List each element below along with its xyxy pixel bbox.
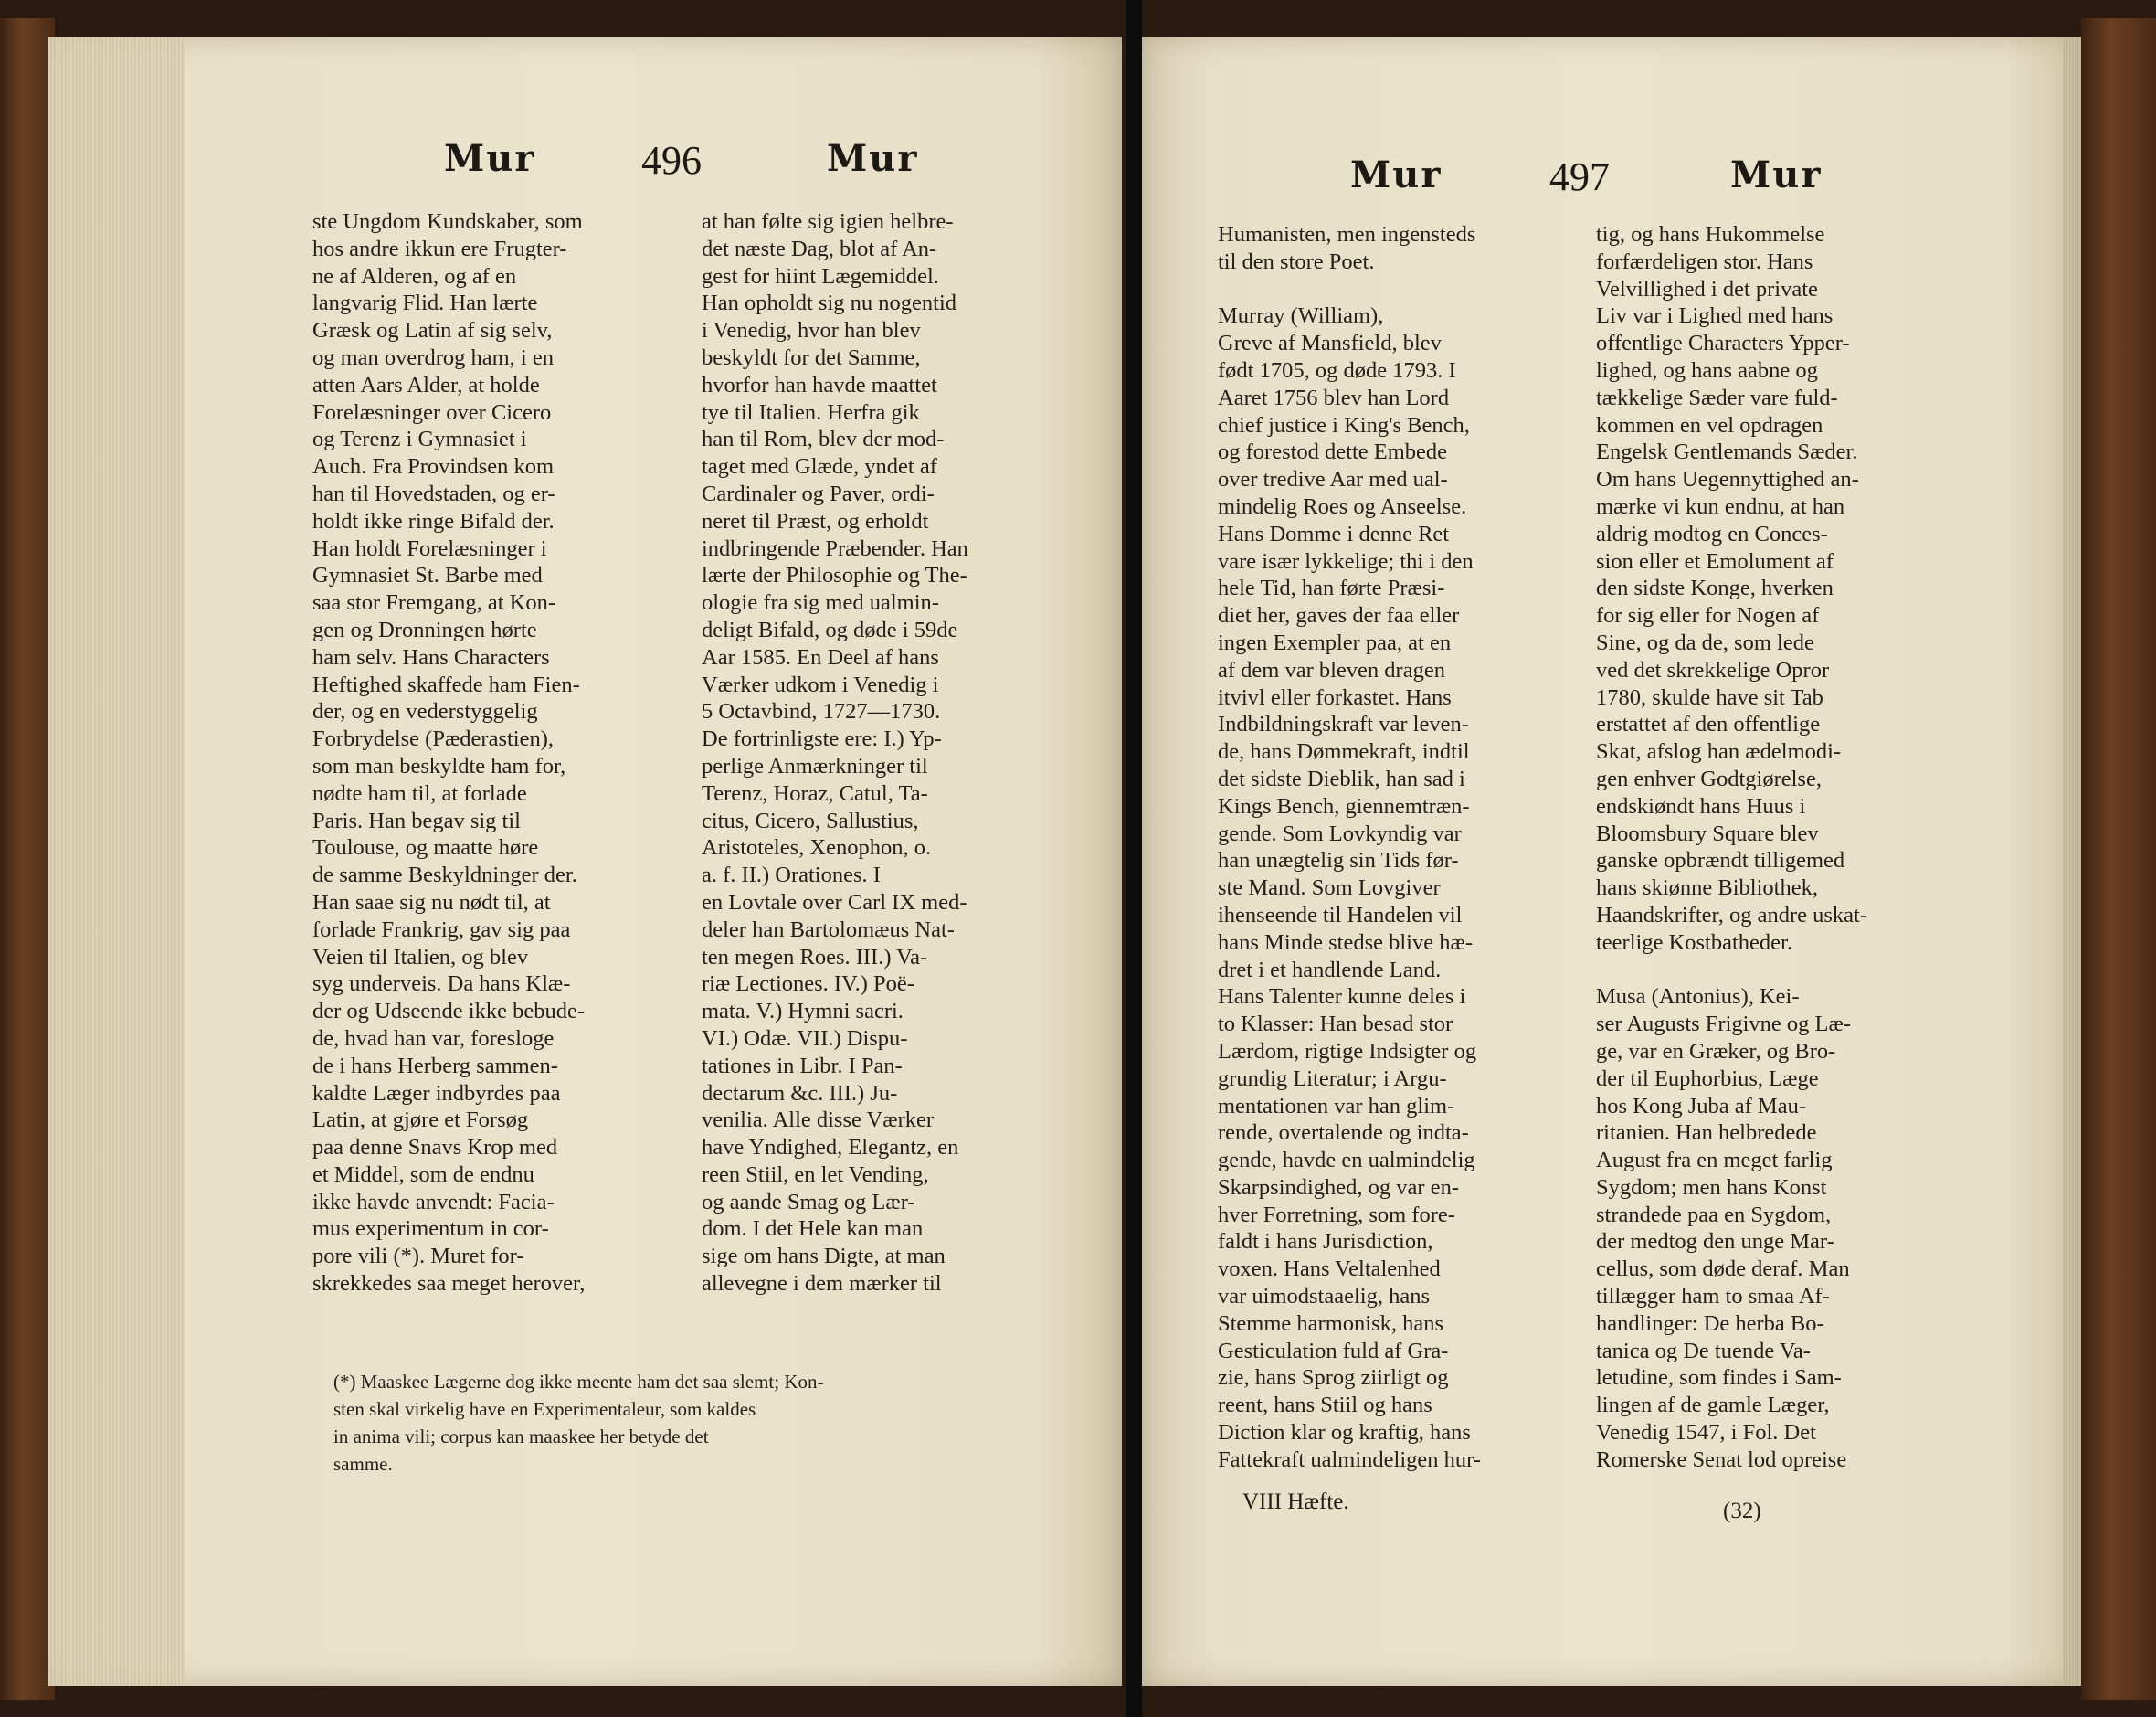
text-line: Velvillighed i det private	[1596, 276, 1818, 302]
text-line: reent, hans Stiil og hans	[1218, 1393, 1432, 1418]
text-line: riæ Lectiones. IV.) Poë-	[702, 971, 914, 997]
text-line: gende. Som Lovkyndig var	[1218, 821, 1462, 846]
text-line: Gymnasiet St. Barbe med	[312, 563, 543, 588]
text-line: aldrig modtog en Conces-	[1596, 521, 1828, 546]
text-line: over tredive Aar med ual-	[1218, 467, 1448, 493]
text-line: Cardinaler og Paver, ordi-	[702, 481, 935, 506]
text-line: faldt i hans Jurisdiction,	[1218, 1229, 1433, 1255]
text-line: langvarig Flid. Han lærte	[312, 291, 538, 316]
text-line: Stemme harmonisk, hans	[1218, 1310, 1444, 1336]
text-line: mus experimentum in cor-	[312, 1216, 549, 1242]
signature-number: (32)	[1723, 1499, 1761, 1523]
right-column-1	[1218, 221, 1583, 1474]
text-line: lighed, og hans aabne og	[1596, 357, 1818, 383]
text-line: taget med Glæde, yndet af	[702, 454, 937, 480]
text-line: dom. I det Hele kan man	[702, 1216, 924, 1242]
text-line: Forelæsninger over Cicero	[312, 399, 552, 425]
text-line: de, hans Dømmekraft, indtil	[1218, 739, 1470, 765]
text-line: (*) Maaskee Lægerne dog ikke meente ham det saa slemt; Kon-	[333, 1371, 824, 1393]
text-line: ikke havde anvendt: Facia-	[312, 1189, 555, 1214]
text-line: Terenz, Horaz, Catul, Ta-	[702, 780, 928, 806]
text-line: til den store Poet.	[1218, 249, 1375, 274]
text-line: rende, overtalende og indta-	[1218, 1120, 1469, 1146]
text-line: Bloomsbury Square blev	[1596, 821, 1819, 846]
text-line: pore vili (*). Muret for-	[312, 1244, 524, 1269]
text-line: kaldte Læger indbyrdes paa	[312, 1080, 561, 1106]
text-line: sige om hans Digte, at man	[702, 1244, 946, 1269]
text-line: gen enhver Godtgiørelse,	[1596, 766, 1822, 791]
text-line: hvorfor han havde maattet	[702, 372, 937, 397]
text-line: zie, hans Sprog ziirligt og	[1218, 1365, 1449, 1391]
text-line: Skarpsindighed, og var en-	[1218, 1174, 1459, 1200]
right-cover-edge	[2081, 18, 2156, 1700]
text-line: det næste Dag, blot af An-	[702, 236, 937, 261]
left-cover-edge	[0, 18, 55, 1700]
left-page-stack	[48, 37, 185, 1686]
text-line: citus, Cicero, Sallustius,	[702, 808, 919, 833]
text-line: var uimodstaaelig, hans	[1218, 1284, 1431, 1309]
text-line: Musa (Antonius), Kei-	[1596, 984, 1800, 1010]
text-line: Toulouse, og maatte høre	[312, 835, 539, 861]
text-line: tanica og De tuende Va-	[1596, 1338, 1811, 1363]
right-page-number: 497	[1549, 154, 1610, 199]
text-line: Heftighed skaffede ham Fien-	[312, 672, 580, 697]
text-line: Murray (William),	[1218, 303, 1384, 329]
text-line: han til Rom, blev der mod-	[702, 427, 945, 452]
text-line: a. f. II.) Orationes. I	[702, 863, 881, 888]
text-line: Liv var i Lighed med hans	[1596, 303, 1834, 329]
text-line: teerlige Kostbatheder.	[1596, 929, 1792, 955]
text-line: erstattet af den offentlige	[1596, 712, 1821, 737]
text-line: en Lovtale over Carl IX med-	[702, 889, 967, 915]
text-line: ologie fra sig med ualmin-	[702, 590, 939, 616]
text-line: Engelsk Gentlemands Sæder.	[1596, 440, 1858, 465]
text-line: Latin, at gjøre et Forsøg	[312, 1108, 529, 1133]
text-line: voxen. Hans Veltalenhed	[1218, 1256, 1441, 1282]
text-line: et Middel, som de endnu	[312, 1161, 534, 1187]
text-line: ser Augusts Frigivne og Læ-	[1596, 1012, 1852, 1037]
text-line: dret i et handlende Land.	[1218, 957, 1442, 982]
text-line: og aande Smag og Lær-	[702, 1189, 915, 1214]
text-line: kommen en vel opdragen	[1596, 412, 1823, 438]
text-line: in anima vili; corpus kan maaskee her betyde det	[333, 1426, 709, 1447]
text-line	[1596, 957, 1961, 984]
left-header-right: Mur	[827, 137, 919, 180]
text-line: født 1705, og døde 1793. I	[1218, 357, 1456, 383]
text-line: han unægtelig sin Tids før-	[1218, 848, 1459, 874]
text-line: som man beskyldte ham for,	[312, 753, 566, 779]
text-line: Venedig 1547, i Fol. Det	[1596, 1420, 1816, 1446]
text-line: tationes in Libr. I Pan-	[702, 1053, 903, 1078]
text-line: Om hans Uegennyttighed an-	[1596, 467, 1859, 493]
text-line: Skat, afslog han ædelmodi-	[1596, 739, 1842, 765]
text-line: hans skiønne Bibliothek,	[1596, 875, 1818, 901]
text-line: og Terenz i Gymnasiet i	[312, 427, 527, 452]
left-column-2	[702, 208, 1049, 1298]
text-line: dectarum &c. III.) Ju-	[702, 1080, 898, 1106]
text-line: Hans Domme i denne Ret	[1218, 521, 1450, 546]
text-line: venilia. Alle disse Værker	[702, 1108, 935, 1133]
text-line: gest for hiint Lægemiddel.	[702, 263, 939, 289]
text-line: for sig eller for Nogen af	[1596, 603, 1820, 629]
text-line: Humanisten, men ingensteds	[1218, 222, 1476, 247]
text-line: ste Mand. Som Lovgiver	[1218, 875, 1441, 901]
text-line: mentationen var han glim-	[1218, 1093, 1455, 1118]
text-line: allevegne i dem mærker til	[702, 1271, 942, 1297]
text-line: Gesticulation fuld af Gra-	[1218, 1338, 1449, 1363]
text-line: og forestod dette Embede	[1218, 440, 1448, 465]
text-line: hos Kong Juba af Mau-	[1596, 1093, 1806, 1118]
text-line: deligt Bifald, og døde i 59de	[702, 617, 958, 642]
text-line: gende, havde en ualmindelig	[1218, 1148, 1475, 1173]
text-line: hos andre ikkun ere Frugter-	[312, 236, 567, 261]
text-line: gen og Dronningen hørte	[312, 617, 537, 642]
text-line: han til Hovedstaden, og er-	[312, 481, 555, 506]
text-line: strandede paa en Sygdom,	[1596, 1202, 1832, 1227]
text-line: de, hvad han var, foresloge	[312, 1025, 555, 1051]
text-line: ste Ungdom Kundskaber, som	[312, 209, 583, 234]
text-line	[1218, 276, 1583, 303]
text-line: Indbildningskraft var leven-	[1218, 712, 1469, 737]
text-line: ved det skrekkelige Opror	[1596, 657, 1830, 683]
right-page-stack	[2063, 37, 2081, 1686]
signature-mark: VIII Hæfte.	[1242, 1489, 1349, 1514]
text-line: skrekkedes saa meget herover,	[312, 1271, 586, 1297]
text-line: Sygdom; men hans Konst	[1596, 1174, 1827, 1200]
text-line: hver Forretning, som fore-	[1218, 1202, 1455, 1227]
text-line: ihenseende til Handelen vil	[1218, 902, 1463, 927]
text-line: mærke vi kun endnu, at han	[1596, 493, 1845, 519]
text-line: mata. V.) Hymni sacri.	[702, 999, 904, 1024]
text-line: ten megen Roes. III.) Va-	[702, 944, 928, 970]
text-line: og man overdrog ham, i en	[312, 344, 554, 370]
text-line: have Yndighed, Elegantz, en	[702, 1135, 959, 1161]
text-line: De fortrinligste ere: I.) Yp-	[702, 726, 942, 752]
right-header-left: Mur	[1350, 154, 1443, 196]
text-line: atten Aars Alder, at holde	[312, 372, 540, 397]
text-line: neret til Præst, og erholdt	[702, 508, 929, 534]
text-line: to Klasser: Han besad stor	[1218, 1012, 1453, 1037]
text-line: handlinger: De herba Bo-	[1596, 1310, 1824, 1336]
text-line: sten skal virkelig have en Experimentaleur, som kaldes	[333, 1398, 756, 1420]
text-line: tækkelige Sæder vare fuld-	[1596, 385, 1838, 410]
text-line: der, og en vederstyggelig	[312, 699, 538, 725]
text-line: Forbrydelse (Pæderastien),	[312, 726, 554, 752]
text-line: paa denne Snavs Krop med	[312, 1135, 558, 1161]
text-line: der til Euphorbius, Læge	[1596, 1065, 1819, 1091]
text-line: der medtog den unge Mar-	[1596, 1229, 1834, 1255]
text-line: i Venedig, hvor han blev	[702, 318, 921, 344]
text-line: der og Udseende ikke bebude-	[312, 999, 585, 1024]
left-page-number: 496	[641, 138, 702, 183]
text-line: Værker udkom i Venedig i	[702, 672, 939, 697]
text-line: Paris. Han begav sig til	[312, 808, 521, 833]
text-line: Veien til Italien, og blev	[312, 944, 529, 970]
text-line: det sidste Dieblik, han sad i	[1218, 766, 1465, 791]
text-line: hans Minde stedse blive hæ-	[1218, 929, 1473, 955]
text-line: ingen Exempler paa, at en	[1218, 630, 1452, 655]
text-line: Haandskrifter, og andre uskat-	[1596, 902, 1867, 927]
text-line: Auch. Fra Provindsen kom	[312, 454, 555, 480]
text-line: de i hans Herberg sammen-	[312, 1053, 558, 1078]
text-line: Græsk og Latin af sig selv,	[312, 318, 553, 344]
text-line: Han holdt Forelæsninger i	[312, 535, 547, 561]
text-line: sion eller et Emolument af	[1596, 548, 1834, 574]
text-line: diet her, gaves der faa eller	[1218, 603, 1460, 629]
text-line: lærte der Philosophie og The-	[702, 563, 967, 588]
text-line: cellus, som døde deraf. Man	[1596, 1256, 1850, 1282]
text-line: Diction klar og kraftig, hans	[1218, 1420, 1471, 1446]
text-line: tillægger ham to smaa Af-	[1596, 1284, 1830, 1309]
text-line: deler han Bartolomæus Nat-	[702, 917, 955, 942]
text-line: ham selv. Hans Characters	[312, 644, 550, 670]
text-line: August fra en meget farlig	[1596, 1148, 1833, 1173]
text-line: ritanien. Han helbredede	[1596, 1120, 1817, 1146]
text-line: forlade Frankrig, gav sig paa	[312, 917, 571, 942]
text-line: letudine, som findes i Sam-	[1596, 1365, 1842, 1391]
left-header-left: Mur	[444, 137, 536, 180]
text-line: Fattekraft ualmindeligen hur-	[1218, 1447, 1481, 1472]
right-scan	[1142, 0, 2156, 1717]
text-line: samme.	[333, 1453, 393, 1475]
text-line: grundig Literatur; i Argu-	[1218, 1065, 1447, 1091]
text-line: chief justice i King's Bench,	[1218, 412, 1470, 438]
scan-divider	[1126, 0, 1142, 1717]
text-line: Aar 1585. En Deel af hans	[702, 644, 939, 670]
text-line: 1780, skulde have sit Tab	[1596, 684, 1823, 710]
text-line: mindelig Roes og Anseelse.	[1218, 493, 1467, 519]
text-line: Han opholdt sig nu nogentid	[702, 291, 957, 316]
text-line: VI.) Odæ. VII.) Dispu-	[702, 1025, 908, 1051]
text-line: 5 Octavbind, 1727—1730.	[702, 699, 941, 725]
text-line: Han saae sig nu nødt til, at	[312, 889, 551, 915]
text-line: forfærdeligen stor. Hans	[1596, 249, 1813, 274]
text-line: Romerske Senat lod opreise	[1596, 1447, 1847, 1472]
text-line: Aristoteles, Xenophon, o.	[702, 835, 932, 861]
text-line: hele Tid, han førte Præsi-	[1218, 576, 1445, 601]
text-line: syg underveis. Da hans Klæ-	[312, 971, 571, 997]
text-line: beskyldt for det Samme,	[702, 344, 921, 370]
text-line: den sidste Konge, hverken	[1596, 576, 1834, 601]
text-line: ne af Alderen, og af en	[312, 263, 517, 289]
text-line: tig, og hans Hukommelse	[1596, 222, 1825, 247]
text-line: Kings Bench, giennemtræn-	[1218, 793, 1470, 819]
text-line: tye til Italien. Herfra gik	[702, 399, 920, 425]
text-line: ge, var en Græker, og Bro-	[1596, 1038, 1836, 1064]
text-line: indbringende Præbender. Han	[702, 535, 968, 561]
text-line: offentlige Characters Ypper-	[1596, 331, 1850, 356]
text-line: endskiøndt hans Huus i	[1596, 793, 1806, 819]
right-header-right: Mur	[1730, 154, 1823, 196]
text-line: perlige Anmærkninger til	[702, 753, 928, 779]
text-line: itvivl eller forkastet. Hans	[1218, 684, 1452, 710]
text-line: Lærdom, rigtige Indsigter og	[1218, 1038, 1477, 1064]
text-line: Aaret 1756 blev han Lord	[1218, 385, 1450, 410]
text-line: nødte ham til, at forlade	[312, 780, 527, 806]
text-line: holdt ikke ringe Bifald der.	[312, 508, 555, 534]
text-line: ganske opbrændt tilligemed	[1596, 848, 1845, 874]
left-footnote	[333, 1368, 1046, 1478]
text-line: de samme Beskyldninger der.	[312, 863, 577, 888]
right-column-2	[1596, 221, 1961, 1474]
text-line: saa stor Fremgang, at Kon-	[312, 590, 556, 616]
text-line: at han følte sig igien helbre-	[702, 209, 954, 234]
left-column-1	[312, 208, 664, 1298]
text-line: af dem var bleven dragen	[1218, 657, 1445, 683]
text-line: Greve af Mansfield, blev	[1218, 331, 1442, 356]
text-line: reen Stiil, en let Vending,	[702, 1161, 929, 1187]
text-line: lingen af de gamle Læger,	[1596, 1393, 1830, 1418]
text-line: Sine, og da de, som lede	[1596, 630, 1814, 655]
text-line: Hans Talenter kunne deles i	[1218, 984, 1466, 1010]
text-line: vare især lykkelige; thi i den	[1218, 548, 1474, 574]
